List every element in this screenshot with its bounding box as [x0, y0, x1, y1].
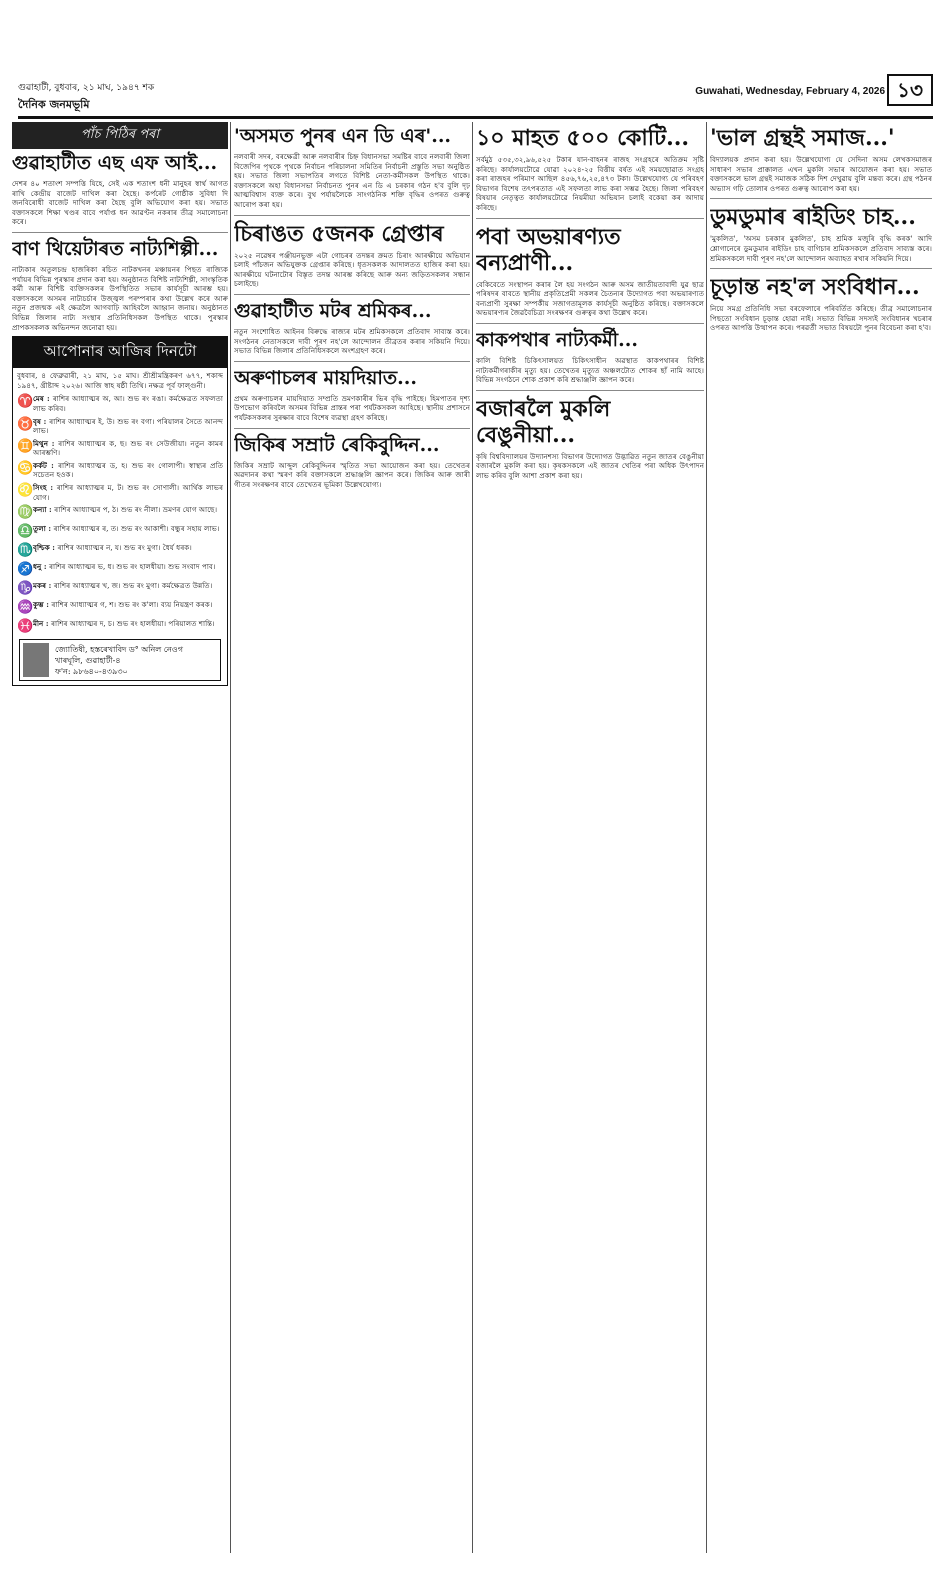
- headline-chirang-arrest: চিৰাঙত ৫জনক গ্ৰেপ্তাৰ: [234, 220, 444, 247]
- headline-constitution: চূড়ান্ত নহ'ল সংবিধান...: [710, 274, 920, 301]
- horoscope-sign: [17, 619, 223, 635]
- column-divider: [706, 122, 707, 1553]
- article-body: নলবাৰী সদৰ, বৰক্ষেত্ৰী আৰু নলবাৰীৰ চিহ্ন বিধানসভা সমষ্টিৰ বাবে নলবাৰী জিলা বিজেপিৰ পৃথকে পৃথকে নিৰ্বাচন পৰিচালনা সমিতিৰ নিৰ্বাচনী প্ৰস্তুতি সভা অনুষ্ঠিত হয়। সভাত জিলা সভাপতিৰ লগতে বিশিষ্ট নেতা-কৰ্মীসকল উপস্থিত থাকে। বক্তাসকলে অহা বিধানসভা নিৰ্বাচনত পুনৰ এন ডি এ চৰকাৰ গঠন হ'ব বুলি দৃঢ় আত্মবিশ্বাস ব্যক্ত কৰে। বুথ পৰ্যায়লৈকে সাংগঠনিক শক্তি বৃদ্ধিৰ ওপৰত গুৰুত্ব আৰোপ কৰা হয়।: [234, 152, 470, 209]
- sign-name: মীন :: [33, 619, 51, 629]
- horoscope-sign: [17, 581, 223, 597]
- page-number: ১৩: [887, 74, 933, 106]
- zodiac-icon: ♈: [17, 394, 34, 410]
- astrologer-credit: [19, 639, 221, 681]
- horoscope-text: [33, 543, 192, 559]
- headline-motor-workers: গুৱাহাটীত মটৰ শ্ৰমিকৰ...: [234, 299, 432, 322]
- zodiac-icon: ♑: [17, 581, 34, 597]
- zodiac-icon: ♓: [17, 619, 34, 635]
- article-body: নিয়ে সমগ্ৰ প্ৰতিনিধি সভা বৰফেলাৰে পৰিবৰ্তিত কৰিছে। তীব্ৰ সমালোচনাৰ পিছতো সংবিধান চূড়ান্ত হোৱা নাই। সভাত বিভিন্ন সদস্যই সংবিধানৰ খচৰাৰ ওপৰত আপত্তি উত্থাপন কৰে। পৰৱৰ্তী সভাত বিষয়টো পুনৰ বিবেচনা কৰা হ'ব।: [710, 304, 932, 333]
- sign-name: ধনু :: [33, 562, 49, 572]
- horoscope-list: [13, 394, 227, 635]
- zodiac-icon: ♉: [17, 416, 34, 432]
- headline-500-crore: ১০ মাহত ৫০০ কোটি...: [476, 125, 690, 151]
- article-body: কালি বিশিষ্ট চিকিৎসালয়ত চিকিৎসাধীন অৱস্থাত কাকপথাৰৰ বিশিষ্ট নাট্যকৰ্মীগৰাকীৰ মৃত্যু হয়। তেখেতৰ মৃত্যুত অঞ্চলটোত শোকৰ ছাঁ নামি আহে। বিভিন্ন সংগঠনে শোক প্ৰকাশ কৰি শ্ৰদ্ধাঞ্জলি জ্ঞাপন কৰে।: [476, 355, 704, 385]
- horoscope-text: [33, 394, 223, 413]
- sign-name: মেষ :: [33, 394, 53, 404]
- horoscope-sign: [17, 600, 223, 616]
- header-date-assamese: গুৱাহাটী, বুধবাৰ, ২১ মাঘ, ১৯৪৭ শক: [18, 83, 155, 93]
- horoscope-sign: [17, 505, 223, 521]
- zodiac-icon: ♐: [17, 562, 34, 578]
- sign-prediction: ৰাশিৰ আধ্যাত্মৰ ভ, ধ। শুভ ৰং হালধীয়া। শুভ সংবাদ পাব।: [48, 562, 216, 572]
- horoscope-text: [33, 562, 215, 578]
- astrologer-address: খাৰঘূলি, গুৱাহাটী-৪: [55, 655, 121, 665]
- astrologer-name: জ্যোতিষী, হস্তৰেখাবিদ ড° অনিল নেওগ: [55, 644, 183, 654]
- horoscope-title: আপোনাৰ আজিৰ দিনটো: [13, 337, 227, 368]
- column-1: [12, 122, 228, 1553]
- sign-prediction: ৰাশিৰ আধ্যাত্মৰ প, ঠ। শুভ ৰং নীলা। ভ্ৰমণৰ যোগ আছে।: [54, 505, 218, 515]
- headline-mayodia: অৰুণাচলৰ মায়দিয়াত...: [234, 366, 417, 389]
- newspaper-name: দৈনিক জনমভূমি: [18, 98, 90, 111]
- horoscope-sign: [17, 543, 223, 559]
- zodiac-icon: ♍: [17, 505, 34, 521]
- article-body: 'মুকলিত', 'অসম চৰকাৰ মুকলিত', চাহ শ্ৰমিক মজুৰি বৃদ্ধি কৰক' আদি শ্লোগানেৰে ডুমডুমাৰ ৰাইডিং চাহ বাগিচাৰ শ্ৰমিকসকলে প্ৰতিবাদ সাব্যস্ত কৰে। শ্ৰমিকসকলে দাবী পূৰণ নহ'লে আন্দোলন অব্যাহত ৰখাৰ সকিয়নি দিয়ে।: [710, 234, 932, 263]
- zodiac-icon: ♋: [17, 460, 34, 476]
- sign-prediction: ৰাশিৰ আধ্যাত্মৰ ন, য। শুভ ৰং মুগা। ধৈৰ্য ধৰক।: [57, 543, 192, 553]
- article-body: সৰ্বমুঠ ৫৩৫,৩২,৯৬,৫২৫ টকাৰ যান-বাহনৰ ৰাজহ সংগ্ৰহৰে অতিক্ৰম সৃষ্টি কৰিছে। কাৰ্যালয়টোৱে যোৱা ২০২৪-২৫ বিত্তীয় বৰ্ষত এই সময়ছোৱাত সংগ্ৰহ কৰা ৰাজহৰ পৰিমাণ আছিল ৪৫৬,৭৬,২৫,৪৭৩ টকা। উল্লেখযোগ্য যে পৰিবহণ বিভাগৰ বিশেষ তৎপৰতাত এই সফলতা লাভ কৰা সম্ভৱ হৈছে। জিলা পৰিবহণ বিষয়াৰ নেতৃত্বত কাৰ্যালয়টোৱে নিয়মীয়া অভিযান চলাই বকেয়া কৰ আদায় কৰিছে।: [476, 155, 704, 212]
- divider: [234, 428, 470, 429]
- horoscope-text: [33, 439, 223, 458]
- avatar: [23, 643, 49, 677]
- sign-prediction: ৰাশিৰ আধ্যাত্মৰ খ, জ। শুভ ৰং মুগা। কৰ্মক্ষেত্ৰত উন্নতি।: [53, 581, 213, 591]
- headline-zikir: জিকিৰ সম্ৰাট ৰেকিবুদ্দিন...: [234, 433, 440, 456]
- column-4: [710, 122, 932, 1553]
- horoscope-text: [33, 483, 223, 502]
- divider: [476, 323, 704, 324]
- sign-prediction: ৰাশিৰ আধ্যাত্মৰ ৰ, ত। শুভ ৰং আকাশী। বন্ধুৰ সহায় লাভ।: [53, 524, 220, 534]
- column-divider: [472, 122, 473, 1553]
- column-divider: [230, 122, 231, 1553]
- sign-prediction: ৰাশিৰ আধ্যাত্মৰ ড, হ। শুভ ৰং গোলাপী। স্বাস্থ্যৰ প্ৰতি সচেতন হওক।: [33, 460, 223, 480]
- horoscope-text: [33, 581, 212, 597]
- astrologer-phone: ফ'ন: ৯৮৬৪০-৪৩৯৩০: [55, 666, 128, 676]
- masthead: [18, 74, 933, 114]
- sign-name: মিথুন :: [33, 438, 59, 448]
- horoscope-box: [12, 336, 228, 686]
- zodiac-icon: ♏: [17, 543, 34, 559]
- headline-pobitora-wildlife: পবা অভয়াৰণ্যত বন্যপ্ৰাণী...: [476, 223, 621, 276]
- continued-kicker: পাঁচ পিঠিৰ পৰা: [12, 122, 228, 149]
- headline-ban-theatre: বাণ থিয়েটাৰত নাট্যশিল্পী...: [12, 237, 219, 260]
- sign-name: তুলা :: [33, 524, 54, 534]
- sign-name: কৰ্কট :: [33, 460, 58, 470]
- article-body: দেশৰ ৪০ শতাংশ সম্পত্তি যিহে, সেই এক শতাংশ ধনী মানুহৰ স্বাৰ্থ আগত ৰাখি কেন্দ্ৰীয় বাজেট দাখিল কৰা হৈছে। কৰ্পৰেট গোষ্ঠীক সুবিধা দি জনবিৰোধী বাজেট দাখিল কৰা হৈছে বুলি অভিযোগ কৰা হয়। সভাত বক্তাসকলে শিক্ষা খণ্ডৰ বাবে পৰ্যাপ্ত ধন আৱণ্টন নকৰাৰ তীব্ৰ সমালোচনা কৰে।: [12, 179, 228, 227]
- column-2: [234, 122, 470, 1553]
- article-body: বেকিবেতে সংস্থাপন কৰাৰ লৈ হয় সংগঠন আৰু অসম জাতীয়তাবাদী যুৱ ছাত্ৰ পৰিষদৰ বাবতে স্থানীয় প্ৰকৃতিপ্ৰেমী সকলৰ চৈতন্যৰ উদ্যোগত পবা অভয়াৰণ্যত বন্যপ্ৰাণী সুৰক্ষা সম্পৰ্কীয় সজাগতামূলক কাৰ্যসূচী অনুষ্ঠিত কৰিছে। বক্তাসকলে অভয়াৰণ্যৰ জৈৱবৈচিত্ৰ্য সংৰক্ষণৰ গুৰুত্বৰ কথা উল্লেখ কৰে।: [476, 279, 704, 318]
- horoscope-text: [33, 524, 219, 540]
- header-date-english: Guwahati, Wednesday, February 4, 2026: [695, 86, 885, 97]
- headline-sfi: গুৱাহাটীত এছ এফ আই...: [12, 152, 218, 174]
- article-body: ২০২৫ নৱেম্বৰ পঞ্জীয়নভুক্ত এটা গোচৰৰ তদন্তৰ ক্ৰমত চিৰাং আৰক্ষীয়ে অভিযান চলাই পাঁচজন অভিযুক্তক গ্ৰেপ্তাৰ কৰিছে। ধৃতসকলক আদালতত হাজিৰ কৰা হয়। আৰক্ষীয়ে ঘটনাটোৰ বিস্তৃত তদন্ত আৰম্ভ কৰিছে আৰু অন্য জড়িতসকলৰ সন্ধান চলাইছে।: [234, 250, 470, 289]
- article-body: নতুন সংশোধিত আইনৰ বিৰুদ্ধে ৰাজ্যৰ মটৰ শ্ৰমিকসকলে প্ৰতিবাদ সাব্যস্ত কৰে। সংগঠনৰ নেতাসকলে দাবী পূৰণ নহ'লে আন্দোলন তীব্ৰতৰ কৰাৰ সকিয়নি দিয়ে। সভাত বিভিন্ন জিলাৰ প্ৰতিনিধিসকলে অংশগ্ৰহণ কৰে।: [234, 326, 470, 356]
- sign-prediction: ৰাশিৰ আধ্যাত্মৰ অ, আ। শুভ ৰং ৰঙা। কৰ্মক্ষেত্ৰত সফলতা লাভ কৰিব।: [33, 394, 223, 413]
- column-3: [476, 122, 704, 1553]
- horoscope-text: [33, 417, 223, 436]
- horoscope-intro: বুধবাৰ, ৪ ফেব্ৰুৱাৰী, ২১ মাঘ, ১৫ মাঘ। শ্ৰীশ্ৰীমন্ত্ৰিকৰণ ৬৭৭, শকাব্দ ১৯৪৭, খ্ৰীষ্টাব্দ ২০২৬। আজি স্বাহ ষষ্ঠী তিথি। নক্ষত্ৰ পূৰ্ব ফাল্গুনী।: [17, 371, 223, 390]
- horoscope-sign: [17, 562, 223, 578]
- headline-nda: 'অসমত পুনৰ এন ডি এৰ'...: [234, 125, 452, 147]
- divider: [234, 215, 470, 216]
- divider: [710, 268, 932, 269]
- divider: [476, 390, 704, 391]
- sign-name: কুম্ভ :: [33, 600, 52, 610]
- horoscope-text: [33, 505, 217, 521]
- headline-brinjal: বজাৰলৈ মুকলি বেঙুনীয়া...: [476, 395, 611, 448]
- headline-good-books: 'ভাল গ্ৰন্থই সমাজ...': [710, 125, 895, 151]
- horoscope-text: [33, 619, 215, 635]
- divider: [710, 198, 932, 199]
- divider: [12, 232, 228, 233]
- sign-prediction: ৰাশিৰ আধ্যাত্মৰ দ, চ। শুভ ৰং হালধীয়া। পৰিয়ালত শান্তি।: [51, 619, 215, 629]
- horoscope-sign: [17, 483, 223, 502]
- masthead-rule: [18, 116, 933, 119]
- article-body: প্ৰথম অৰুণাচলৰ মায়দিয়াত সম্প্ৰতি ভ্ৰমণকাৰীৰ ভিৰ বৃদ্ধি পাইছে। হিমপাতৰ দৃশ্য উপভোগ কৰিবলৈ অসমৰ বিভিন্ন প্ৰান্তৰ পৰা পৰ্যটকসকল আহিছে। স্থানীয় প্ৰশাসনে পৰ্যটকসকলৰ সুৰক্ষাৰ বাবে বিশেষ ব্যৱস্থা গ্ৰহণ কৰিছে।: [234, 393, 470, 422]
- horoscope-sign: [17, 524, 223, 540]
- sign-name: মকৰ :: [33, 581, 54, 591]
- sign-name: সিংহ :: [33, 483, 57, 493]
- sign-prediction: ৰাশিৰ আধ্যাত্মৰ ক, ছ। শুভ ৰং সেউজীয়া। নতুন কামৰ আৰম্ভণি।: [33, 438, 223, 458]
- sign-prediction: ৰাশিৰ আধ্যাত্মৰ গ, শ। শুভ ৰং ক'লা। ব্যয় নিয়ন্ত্ৰণ কৰক।: [51, 600, 213, 610]
- headline-doomdooma-tea: ডুমডুমাৰ ৰাইডিং চাহ...: [710, 204, 916, 231]
- sign-prediction: ৰাশিৰ আধ্যাত্মৰ ই, উ। শুভ ৰং বগা। পৰিয়ালৰ সৈতে আনন্দ লাভ।: [33, 416, 223, 436]
- article-body: নাট্যকাৰ অতুলচন্দ্ৰ হাজৰিকা ৰচিত নাটকখনৰ মঞ্চায়নৰ পিছত ৰাজ্যিক পৰ্যায়ৰ বিভিন্ন পুৰস্কাৰ প্ৰদান কৰা হয়। অনুষ্ঠানত বিশিষ্ট নাট্যশিল্পী, সাংস্কৃতিক কৰ্মী আৰু বিশিষ্ট ব্যক্তিসকলৰ উপস্থিতিত সভাৰ কাৰ্যসূচী আৰম্ভ হয়। বক্তাসকলে অসমৰ নাট্যচৰ্চাৰ উজ্জ্বল পৰম্পৰাৰ কথা উল্লেখ কৰে আৰু নতুন প্ৰজন্মক এই ক্ষেত্ৰলৈ আগবাঢ়ি আহিবলৈ আহ্বান জনায়। অনুষ্ঠানত বিভিন্ন জিলাৰ নাট্য সংস্থাৰ প্ৰতিনিধিসকল উপস্থিত থাকে। পুৰস্কাৰ প্ৰাপকসকলক অভিনন্দন জনোৱা হয়।: [12, 264, 228, 332]
- zodiac-icon: ♒: [17, 600, 34, 616]
- divider: [234, 294, 470, 295]
- horoscope-text: [33, 600, 212, 616]
- sign-prediction: ৰাশিৰ আধ্যাত্মৰ ম, ট। শুভ ৰং সোণালী। আৰ্থিক লাভৰ যোগ।: [33, 483, 223, 502]
- article-body: জিকিৰ সম্ৰাট আব্দুল ৰেকিবুদ্দিনৰ স্মৃতিত সভা আয়োজন কৰা হয়। তেখেতৰ অৱদানৰ কথা স্মৰণ কৰি বক্তাসকলে শ্ৰদ্ধাঞ্জলি জ্ঞাপন কৰে। জিকিৰ আৰু জাৰী গীতৰ সংৰক্ষণৰ বাবে তেখেতৰ ভূমিকা উল্লেখযোগ্য।: [234, 460, 470, 489]
- horoscope-sign: [17, 394, 223, 413]
- horoscope-sign: [17, 461, 223, 480]
- divider: [234, 361, 470, 362]
- article-body: কৃষি বিশ্ববিদ্যালয়ৰ উদ্যানশস্য বিভাগৰ উদ্যোগত উদ্ভাৱিত নতুন জাতৰ বেঙুনীয়া বজাৰলৈ মুকলি কৰা হয়। কৃষকসকলে এই জাতৰ খেতিৰ পৰা অধিক উৎপাদন লাভ কৰিব বুলি আশা প্ৰকাশ কৰা হয়।: [476, 451, 704, 480]
- sign-name: কন্যা :: [33, 505, 55, 515]
- zodiac-icon: ♊: [17, 438, 34, 454]
- horoscope-sign: [17, 417, 223, 436]
- zodiac-icon: ♌: [17, 483, 34, 499]
- horoscope-text: [33, 461, 223, 480]
- sign-name: বৃশ্চিক :: [33, 543, 58, 553]
- article-body: বিদ্যালয়ক প্ৰদান কৰা হয়। উল্লেখযোগ্য যে সেদিনা অসম লেখকসমাজৰ সাধাৰণ সভাৰ প্ৰাক্কালত এখন মুকলি সভাৰ আয়োজন কৰা হয়। সভাত বক্তাসকলে ভাল গ্ৰন্থই সমাজক সঠিক দিশ দেখুৱায় বুলি মন্তব্য কৰে। গ্ৰন্থ পঠনৰ অভ্যাস গঢ়ি তোলাৰ ওপৰত গুৰুত্ব আৰোপ কৰা হয়।: [710, 155, 932, 193]
- divider: [476, 218, 704, 219]
- horoscope-sign: [17, 439, 223, 458]
- zodiac-icon: ♎: [17, 524, 34, 540]
- sign-name: বৃষ :: [33, 416, 50, 426]
- headline-kakopathar: কাকপথাৰ নাট্যকৰ্মী...: [476, 328, 638, 351]
